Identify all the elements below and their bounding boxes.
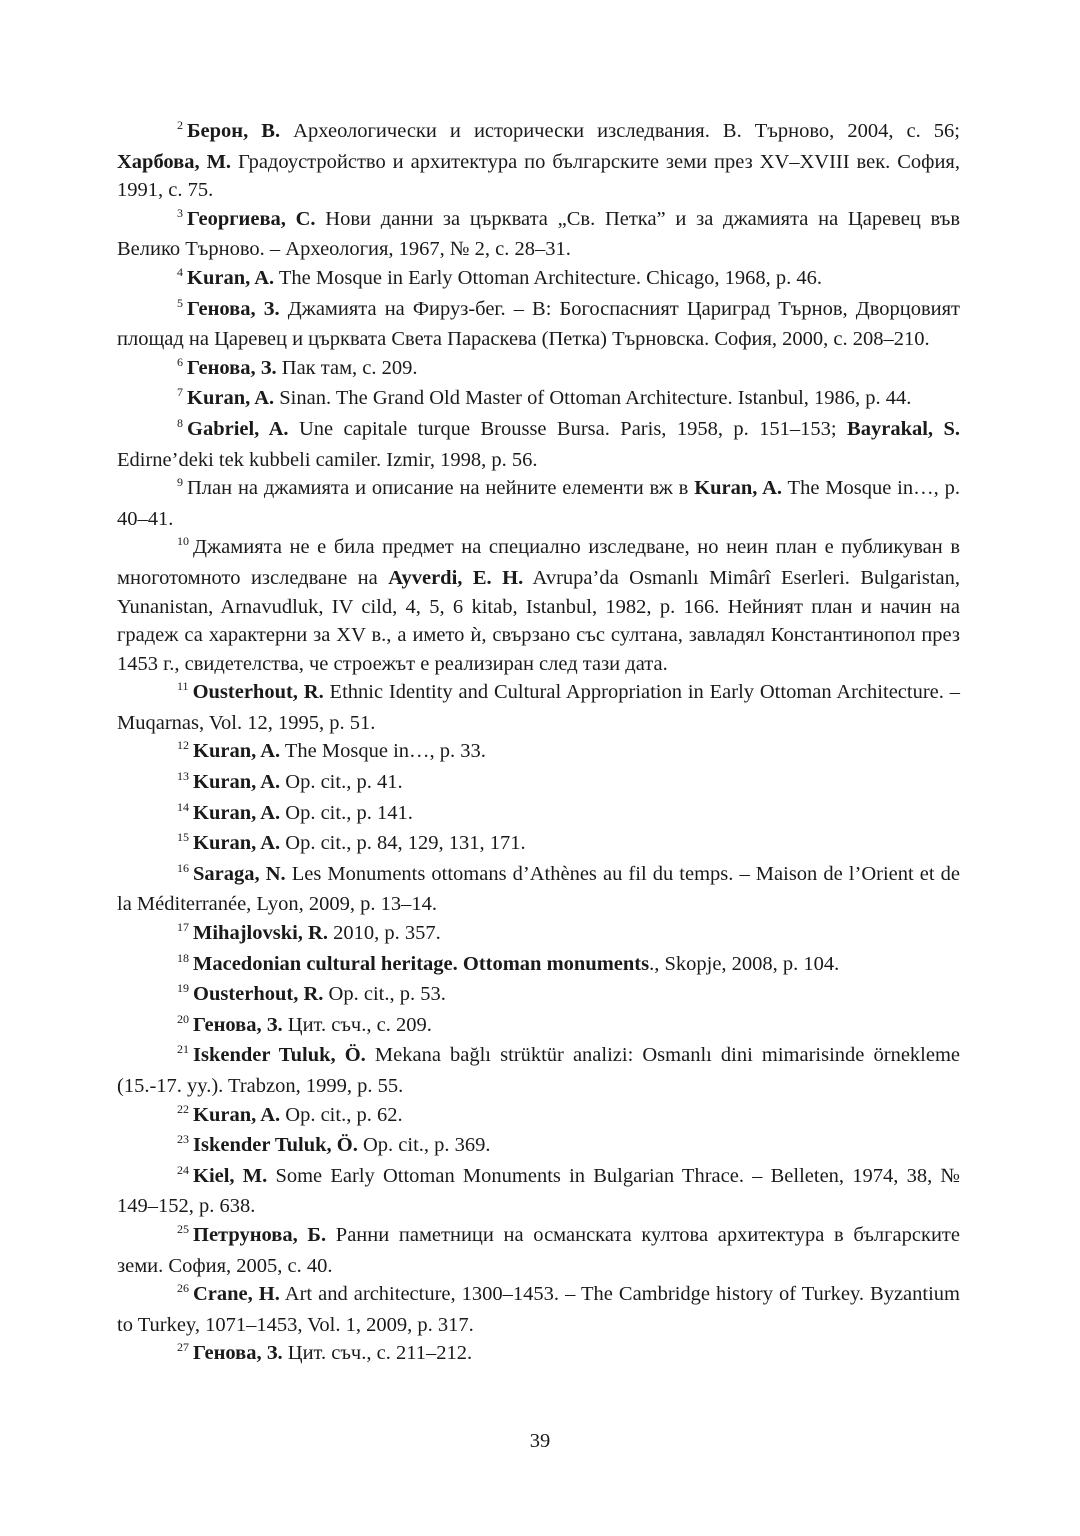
footnote-text: Op. cit., p. 84, 129, 131, 171. <box>280 832 526 855</box>
footnote-author: Kuran, A. <box>193 740 281 763</box>
footnote-number: 27 <box>177 1340 189 1355</box>
footnote-27 <box>117 1339 960 1370</box>
footnote-author: Ayverdi, E. H. <box>388 566 524 589</box>
footnote-author: Kuran, A. <box>187 387 275 410</box>
footnote-text: Op. cit., p. 53. <box>323 983 446 1006</box>
footnote-author: Kiel, M. <box>193 1164 268 1187</box>
footnote-text: Ethnic Identity and Cultural Appropriation in Early Ottoman Architecture. – Muqarnas, Vol. 12, 1995, p. 51. <box>117 681 960 734</box>
footnote-author: Gabriel, A. <box>187 417 289 440</box>
footnote-2 <box>117 117 960 205</box>
footnote-text: Some Early Ottoman Monuments in Bulgarian Thrace. – Belleten, 1974, 38, № 149–152, p. 638. <box>117 1164 960 1218</box>
page-number: 39 <box>529 1430 551 1452</box>
footnote-number: 25 <box>177 1221 189 1236</box>
footnote-3 <box>117 205 960 264</box>
footnote-text: Les Monuments ottomans d’Athènes au fil du temps. – Maison de l’Orient et de la Méditerranée, Lyon, 2009, p. 13–14. <box>117 862 960 916</box>
footnote-number: 11 <box>177 679 189 694</box>
footnote-25 <box>117 1221 960 1280</box>
footnote-10 <box>117 533 960 678</box>
footnote-text: Op. cit., p. 62. <box>280 1103 403 1126</box>
footnote-author: Iskender Tuluk, Ö. <box>193 1044 366 1067</box>
footnote-number: 24 <box>177 1162 189 1177</box>
footnote-text: Art and architecture, 1300–1453. – The Cambridge history of Turkey. Byzantium to Turkey, 1071–1453, Vol. 1, 2009, p. 317. <box>117 1283 960 1336</box>
footnote-23 <box>117 1131 960 1162</box>
footnote-number: 20 <box>177 1011 189 1026</box>
footnote-number: 10 <box>177 534 189 549</box>
footnote-text: Op. cit., p. 369. <box>357 1134 491 1157</box>
footnote-text: Джамията на Фируз-бег. – В: Богоспасният Цариград Търнов, Дворцовият площад на Царевец и църквата Света Параскева (Петка) Търновска. София, 2000, с. 208–210. <box>117 297 960 351</box>
footnote-text: Нови данни за църквата „Св. Петка” и за джамията на Царевец във Велико Търново. – Археология, 1967, № 2, с. 28–31. <box>117 207 960 261</box>
footnote-number: 3 <box>177 205 183 220</box>
footnote-author: Mihajlovski, R. <box>193 922 328 945</box>
footnote-author: Kuran, A. <box>193 771 281 794</box>
footnote-number: 5 <box>177 295 183 310</box>
footnote-number: 4 <box>177 264 183 279</box>
footnote-19 <box>117 980 960 1011</box>
footnote-26 <box>117 1280 960 1339</box>
footnote-text: Mekana bağlı strüktür analizi: Osmanlı dini mimarisinde örnekleme (15.-17. yy.). Trabzon, 1999, p. 55. <box>117 1044 961 1097</box>
footnote-number: 15 <box>177 830 189 845</box>
footnote-number: 26 <box>177 1281 189 1296</box>
footnote-number: 17 <box>177 920 189 935</box>
footnote-number: 2 <box>177 118 183 132</box>
footnote-5 <box>117 295 960 354</box>
footnote-number: 19 <box>177 981 189 996</box>
footnote-number: 7 <box>177 385 183 400</box>
footnote-14 <box>117 799 960 830</box>
footnote-21 <box>117 1041 960 1100</box>
footnote-number: 9 <box>177 475 183 490</box>
footnote-22 <box>117 1101 960 1132</box>
footnotes-list <box>117 117 960 1370</box>
footnote-number: 16 <box>177 860 189 875</box>
footnote-author: Харбова, М. <box>117 150 232 173</box>
footnote-text: Археологически и исторически изследвания. В. Търново, 2004, с. 56; <box>280 120 960 142</box>
footnote-text: Пак там, с. 209. <box>276 356 418 379</box>
footnote-text: Avrupa’da Osmanlı Mimârî Eserleri. Bulgaristan, Yunanistan, Arnavudluk, IV cild, 4, 5, 6 kitab, Istanbul, 1982, p. 166. Нейният план и начин на градеж са характерни за XV в., а името ѝ, свързано със султана, завладял Константинопол през 1453 г., свидетелства, че строежът е реализиран след тази дата. <box>117 566 960 675</box>
footnote-text: The Mosque in…, p. 40–41. <box>117 477 960 530</box>
footnote-13 <box>117 768 960 799</box>
footnote-number: 18 <box>177 950 189 965</box>
footnote-number: 13 <box>177 769 189 784</box>
footnote-author: Георгиева, С. <box>187 207 316 230</box>
footnote-number: 14 <box>177 799 189 814</box>
footnote-text: Джамията не е била предмет на специално изследване, но неин план е публикуван в многотомното изследване на <box>117 536 960 589</box>
footnote-author: Берон, В. <box>187 120 281 142</box>
footnote-text: Sinan. The Grand Old Master of Ottoman Architecture. Istanbul, 1986, p. 44. <box>274 387 912 410</box>
footnote-author: Петрунова, Б. <box>193 1223 327 1246</box>
footnote-text: ., Skopje, 2008, p. 104. <box>649 952 840 975</box>
footnote-number: 6 <box>177 354 183 369</box>
footnote-author: Kuran, A. <box>193 801 281 824</box>
footnote-text: The Mosque in…, p. 33. <box>280 740 486 763</box>
footnote-text: Une capitale turque Brousse Bursa. Paris, 1958, p. 151–153; <box>288 417 848 440</box>
footnote-text: Цит. съч., с. 211–212. <box>282 1342 473 1365</box>
footnote-8 <box>117 415 960 474</box>
footnote-9 <box>117 474 960 533</box>
footnote-author: Генова, З. <box>193 1342 283 1365</box>
footnote-number: 21 <box>177 1042 189 1057</box>
footnote-7 <box>117 384 960 415</box>
footnote-text: Цит. съч., с. 209. <box>282 1013 432 1036</box>
footnote-author: Crane, H. <box>193 1283 280 1306</box>
footnote-number: 23 <box>177 1132 189 1147</box>
footnote-20 <box>117 1011 960 1042</box>
footnote-author: Kuran, A. <box>193 832 281 855</box>
footnote-author: Kuran, A. <box>694 477 783 500</box>
footnote-author: Генова, З. <box>187 356 277 379</box>
footnote-4 <box>117 264 960 295</box>
footnote-author: Генова, З. <box>193 1013 283 1036</box>
footnote-11 <box>117 678 960 737</box>
footnote-text: Градоустройство и архитектура по българските земи през XV–XVIII век. София, 1991, с. 75. <box>117 150 960 202</box>
footnote-6 <box>117 354 960 385</box>
footnote-text: Edirne’deki tek kubbeli camiler. Izmir, 1998, p. 56. <box>117 448 538 471</box>
footnote-author: Kuran, A. <box>193 1103 281 1126</box>
footnote-18 <box>117 950 960 981</box>
footnote-author: Ousterhout, R. <box>193 983 324 1006</box>
footnote-author: Saraga, N. <box>193 862 286 885</box>
footnote-number: 12 <box>177 738 189 753</box>
footnote-17 <box>117 919 960 950</box>
footnote-text: Ранни паметници на османската култова архитектура в българските земи. София, 2005, с. 40. <box>117 1223 960 1277</box>
footnote-24 <box>117 1162 960 1221</box>
footnote-author: Генова, З. <box>187 297 280 320</box>
footnote-author: Ousterhout, R. <box>192 681 324 704</box>
footnote-author: Bayrakal, S. <box>847 417 960 440</box>
footnote-author: Iskender Tuluk, Ö. <box>193 1134 358 1157</box>
footnote-number: 8 <box>177 415 183 430</box>
footnote-author: Kuran, A. <box>187 266 275 289</box>
footnote-text: Op. cit., p. 141. <box>280 801 413 824</box>
footnote-text: 2010, p. 357. <box>327 922 441 945</box>
footnote-number: 22 <box>177 1101 189 1116</box>
footnote-16 <box>117 860 960 919</box>
footnote-12 <box>117 737 960 768</box>
footnote-text: The Mosque in Early Ottoman Architecture. Chicago, 1968, p. 46. <box>274 266 823 289</box>
footnote-author: Macedonian cultural heritage. Ottoman monuments <box>193 952 650 975</box>
footnote-text: Op. cit., p. 41. <box>280 771 403 794</box>
footnote-15 <box>117 829 960 860</box>
footnote-text: План на джамията и описание на нейните елементи вж в <box>187 477 695 500</box>
